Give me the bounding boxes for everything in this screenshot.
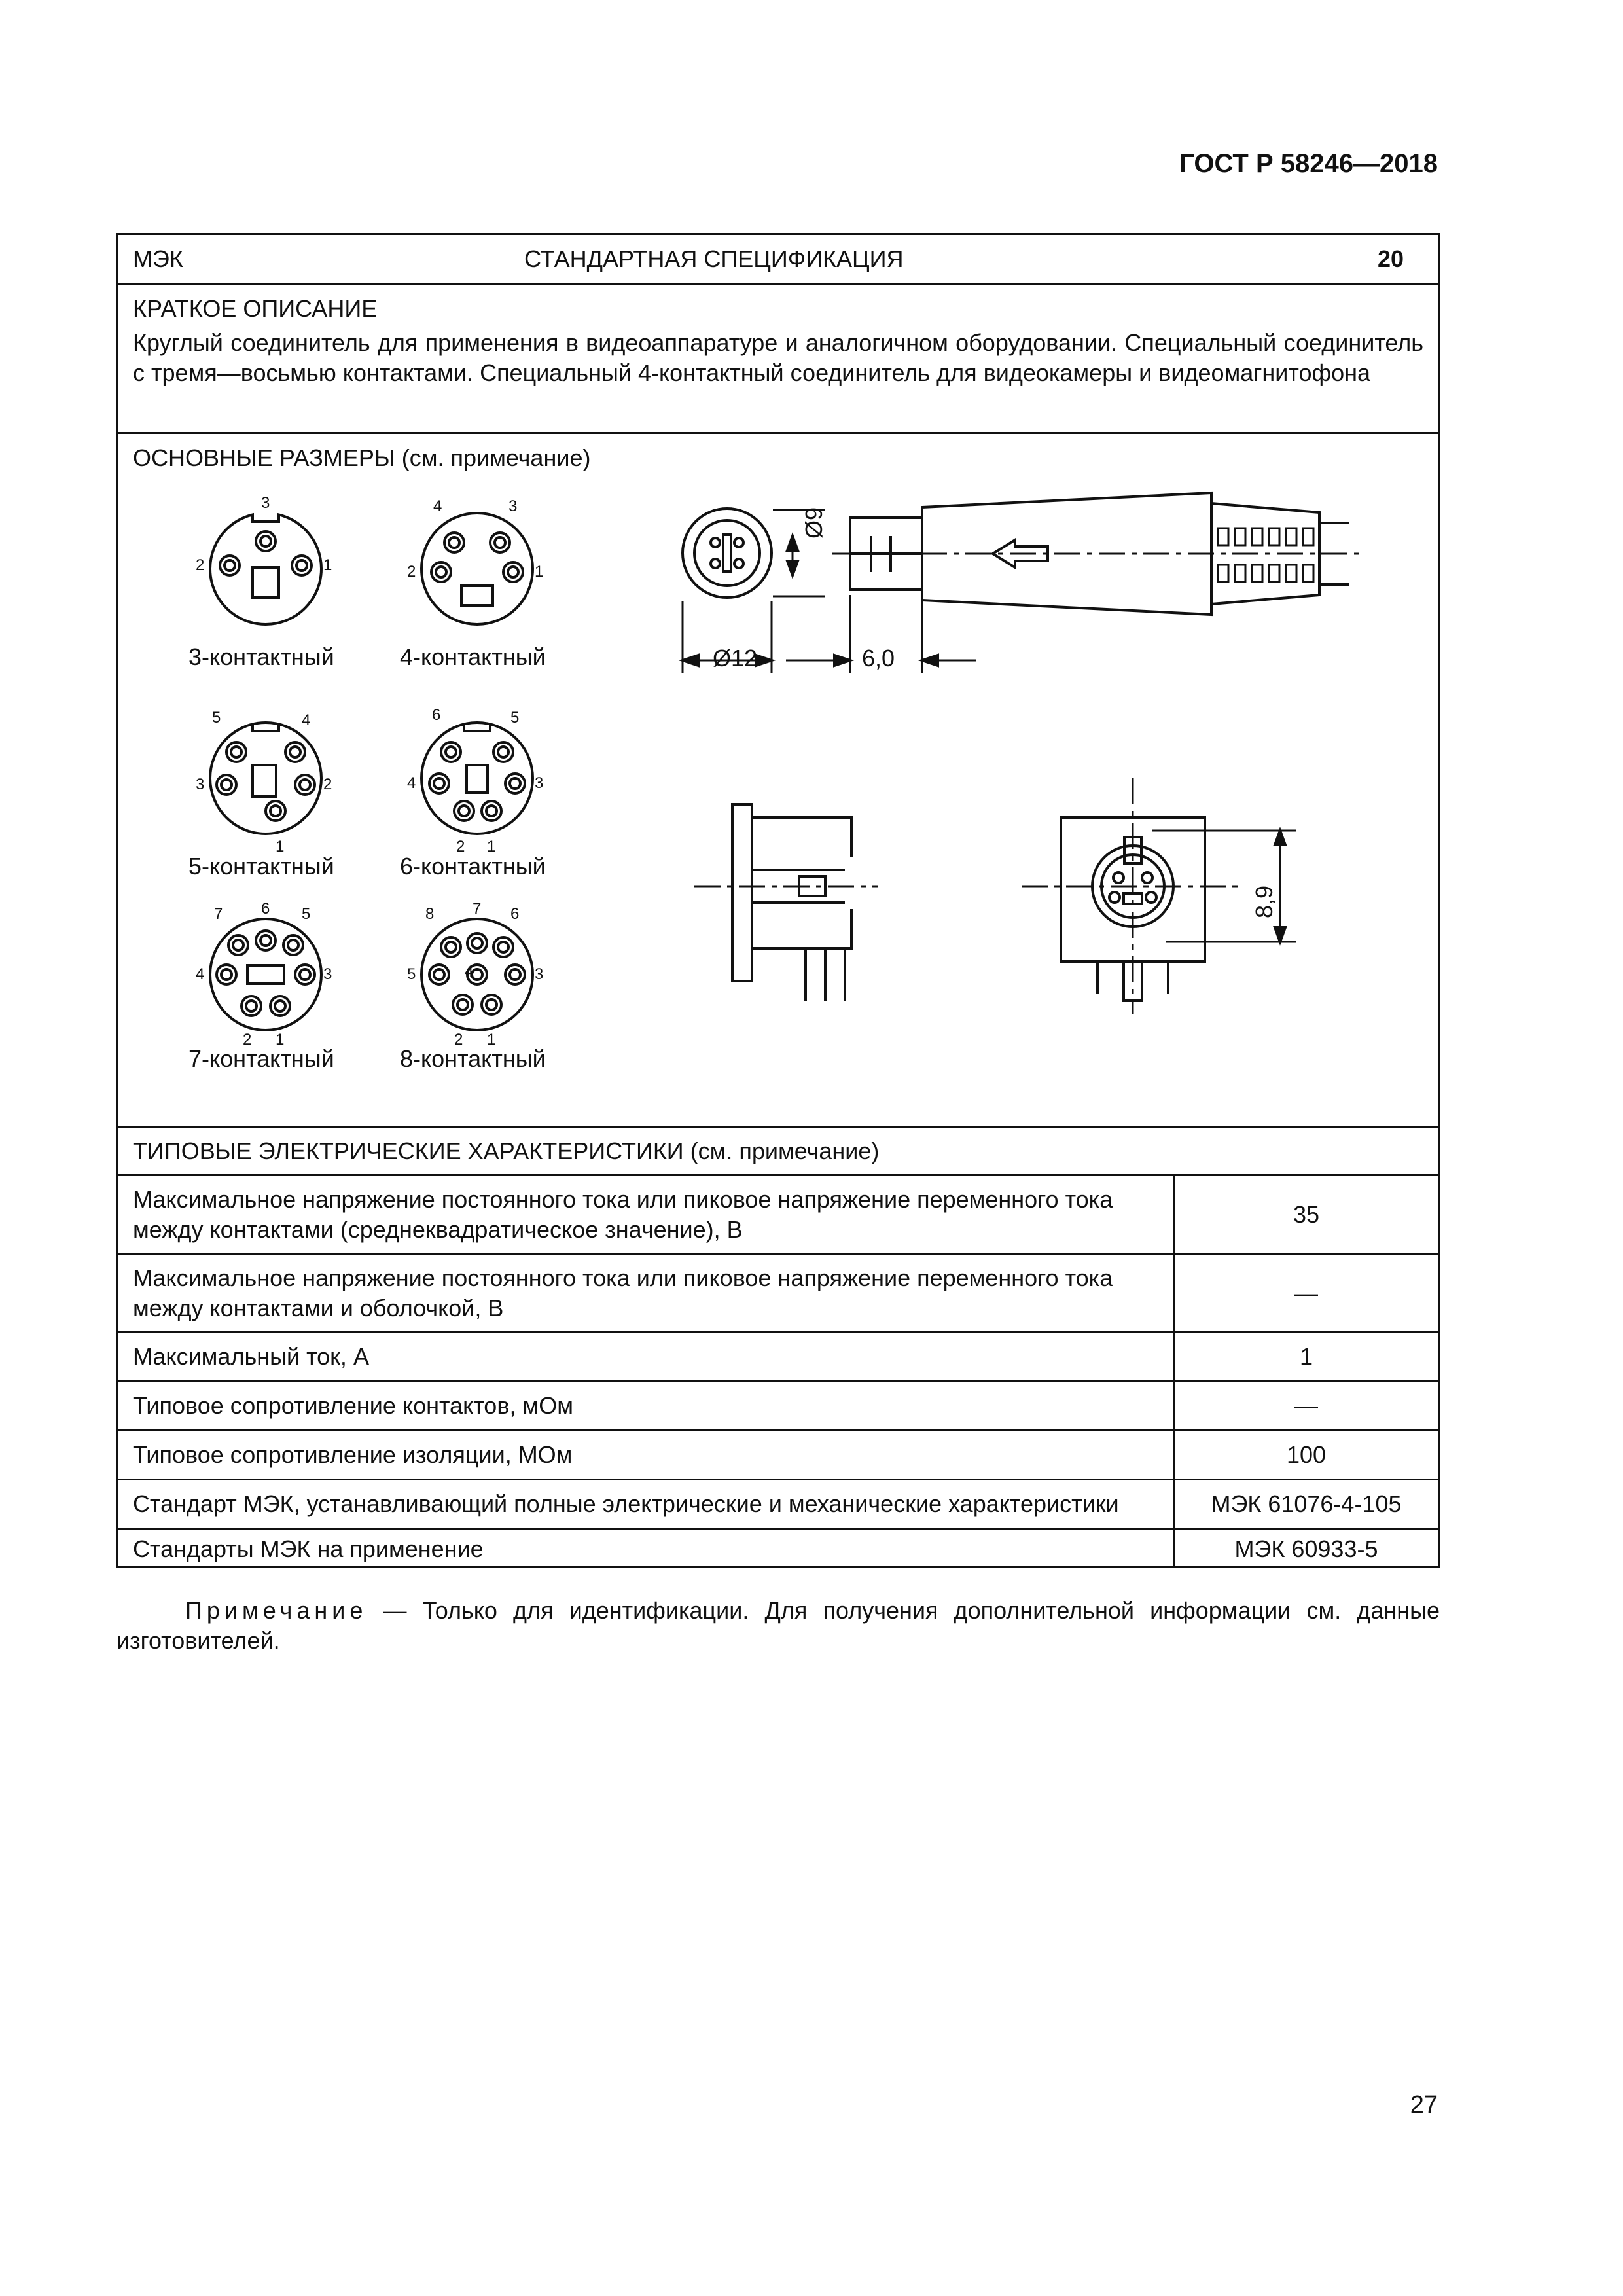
connector-label: 8-контактный <box>400 1045 546 1072</box>
pin-number: 3 <box>261 494 270 512</box>
electrical-param: Стандарты МЭК на применение <box>133 1535 484 1562</box>
spec-header-row <box>118 235 1438 285</box>
pin-number: 4 <box>465 963 474 980</box>
brief-heading: КРАТКОЕ ОПИСАНИЕ <box>133 295 378 322</box>
electrical-value: 100 <box>1286 1441 1327 1468</box>
electrical-param: Типовое сопротивление изоляции, МОм <box>133 1441 573 1468</box>
plug-diameter-face: Ø12 <box>713 645 758 672</box>
electrical-row <box>118 1530 1438 1568</box>
electrical-param: Максимальное напряжение постоянного тока или пиковое напряжение переменного тока между контактами (среднеквадратическое значение), В <box>133 1185 1113 1243</box>
pin-number: 3 <box>535 965 544 983</box>
pin-number: 2 <box>454 1031 463 1049</box>
pin-number: 5 <box>510 709 520 726</box>
pin-number: 7 <box>214 905 223 923</box>
spec-org: МЭК <box>133 245 183 272</box>
brief-text: Круглый соединитель для применения в видеоаппаратуре и аналогичном оборудовании. Специальный соединитель с тремя—восьмью контактами. Специальный 4-контактный соединитель для видеокамеры и видеомагнитофона <box>133 329 1423 386</box>
pin-number: 4 <box>196 965 205 983</box>
electrical-heading-row <box>118 1128 1438 1176</box>
electrical-row <box>118 1255 1438 1333</box>
pin-number: 3 <box>508 497 518 515</box>
electrical-row <box>118 1431 1438 1480</box>
pin-number: 3 <box>196 776 205 793</box>
spec-number: 20 <box>1377 245 1404 272</box>
pin-number: 8 <box>425 905 435 923</box>
electrical-row <box>118 1382 1438 1431</box>
plug-diameter-body: Ø9 <box>800 507 827 539</box>
connector-label: 4-контактный <box>400 643 546 670</box>
electrical-value: МЭК 61076-4-105 <box>1211 1490 1402 1517</box>
note-text: — Только для идентификации. Для получения дополнительной информации см. данные изготовителей. <box>116 1597 1440 1654</box>
pin-number: 2 <box>323 776 332 793</box>
electrical-value: — <box>1294 1279 1318 1306</box>
pin-number: 1 <box>487 838 496 855</box>
electrical-value: — <box>1294 1392 1318 1419</box>
page-number: 27 <box>1410 2091 1438 2119</box>
pin-number: 2 <box>196 556 205 574</box>
spec-sheet <box>116 233 1440 1568</box>
pin-number-labels <box>118 477 1438 1125</box>
electrical-value: 1 <box>1299 1343 1313 1370</box>
pin-number: 1 <box>276 838 285 855</box>
connector-label: 7-контактный <box>188 1045 334 1072</box>
electrical-value: 35 <box>1293 1200 1320 1228</box>
pin-number: 5 <box>407 965 416 983</box>
brief-description-row <box>118 285 1438 434</box>
pin-number: 7 <box>473 900 482 918</box>
plug-length: 6,0 <box>862 645 895 672</box>
pin-number: 6 <box>432 706 441 724</box>
electrical-value: МЭК 60933-5 <box>1234 1535 1378 1562</box>
pin-number: 1 <box>276 1031 285 1049</box>
dimensions-row <box>118 434 1438 1128</box>
electrical-row <box>118 1176 1438 1255</box>
note <box>116 1596 1440 1656</box>
connector-label: 5-контактный <box>188 853 334 880</box>
pin-number: 5 <box>212 709 221 726</box>
pin-number: 3 <box>535 774 544 792</box>
pin-number: 4 <box>433 497 442 515</box>
pin-number: 6 <box>510 905 520 923</box>
pin-number: 2 <box>243 1031 252 1049</box>
electrical-param: Максимальный ток, А <box>133 1343 369 1370</box>
pin-number: 4 <box>407 774 416 792</box>
standard-number: ГОСТ Р 58246—2018 <box>1179 149 1438 178</box>
electrical-param: Типовое сопротивление контактов, мОм <box>133 1392 573 1419</box>
electrical-row <box>118 1480 1438 1530</box>
pin-number: 5 <box>302 905 311 923</box>
electrical-param: Максимальное напряжение постоянного тока или пиковое напряжение переменного тока между контактами и оболочкой, В <box>133 1264 1113 1321</box>
pin-number: 3 <box>323 965 332 983</box>
pin-number: 6 <box>261 900 270 918</box>
pin-number: 1 <box>535 563 544 581</box>
pin-number: 1 <box>487 1031 496 1049</box>
electrical-row <box>118 1333 1438 1382</box>
electrical-heading: ТИПОВЫЕ ЭЛЕКТРИЧЕСКИЕ ХАРАКТЕРИСТИКИ (см. примечание) <box>133 1138 880 1164</box>
pin-number: 2 <box>407 563 416 581</box>
pin-number: 4 <box>302 711 311 729</box>
pin-number: 1 <box>323 556 332 574</box>
dimensions-heading: ОСНОВНЫЕ РАЗМЕРЫ (см. примечание) <box>133 444 591 471</box>
pin-number: 2 <box>456 838 465 855</box>
note-lead: Примечание <box>185 1597 368 1624</box>
connector-label: 3-контактный <box>188 643 334 670</box>
socket-height: 8,9 <box>1251 885 1277 918</box>
connector-label: 6-контактный <box>400 853 546 880</box>
electrical-param: Стандарт МЭК, устанавливающий полные электрические и механические характеристики <box>133 1490 1119 1517</box>
spec-title: СТАНДАРТНАЯ СПЕЦИФИКАЦИЯ <box>524 245 904 272</box>
